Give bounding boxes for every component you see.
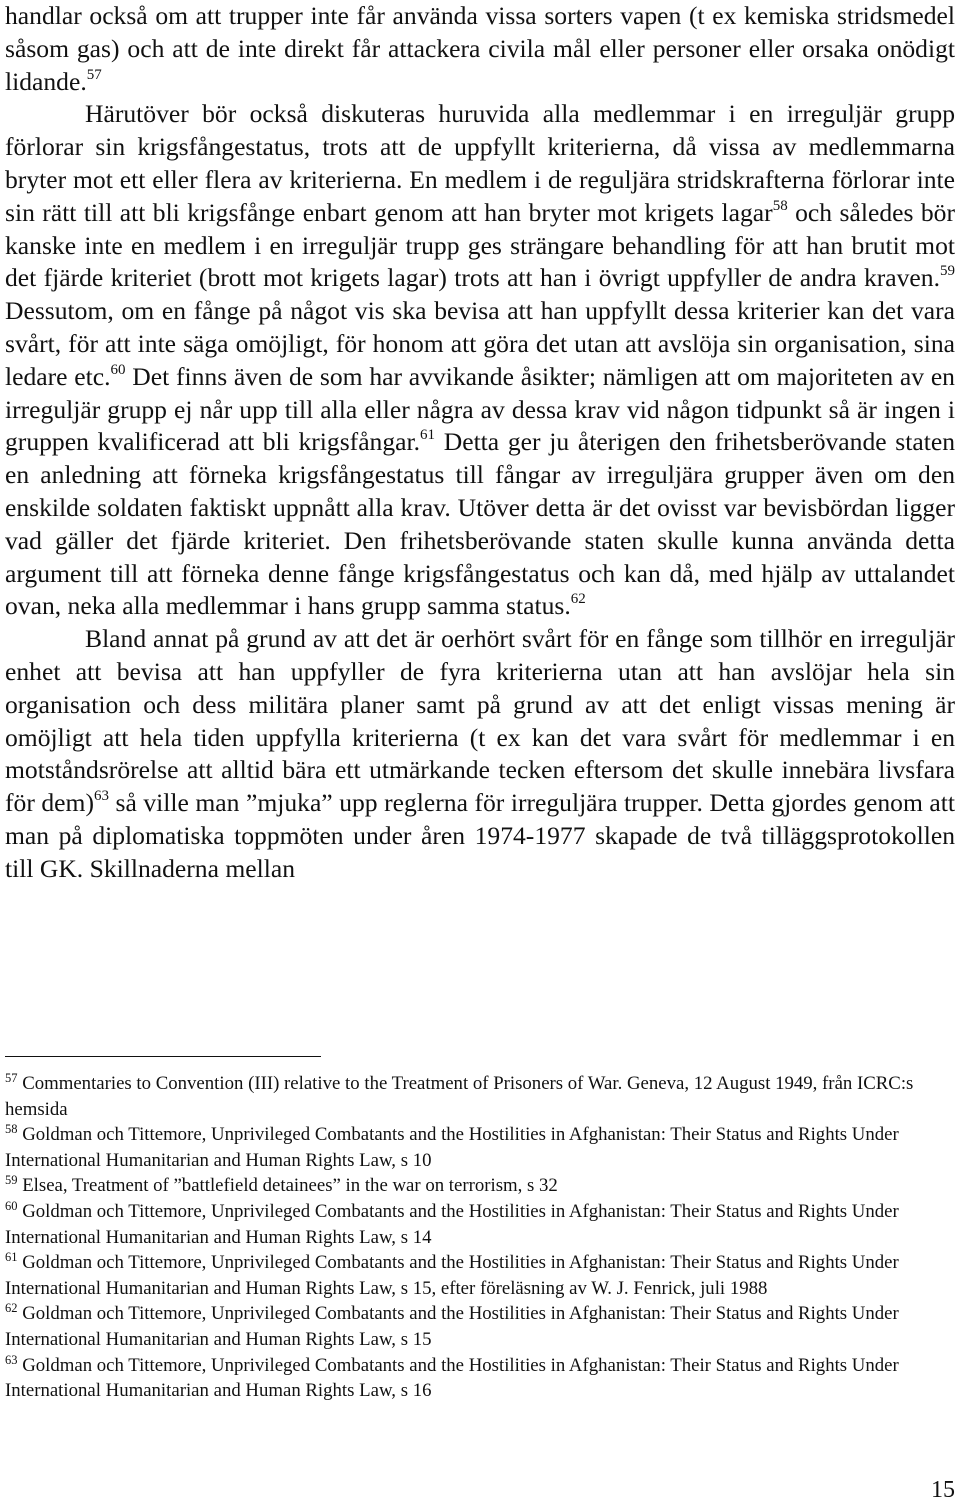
footnote-62: [5, 1301, 933, 1352]
paragraph-text: Härutöver bör också diskuteras huruvida alla medlemmar i en irreguljär grupp förlorar sin krigsfångestatus, trots att de uppfyllt kriterierna, då vissa av medlemmarna bryter mot ett eller flera av kriterierna. En medlem i de reguljära stridskrafterna förlorar inte sin rätt till att bli krigsfånge enbart genom att han bryter mot krigets lagar: [5, 99, 955, 227]
footnote-number: 59: [5, 1173, 18, 1188]
page-number: 15: [931, 1477, 955, 1503]
footnote-number: 58: [5, 1122, 18, 1137]
footnote-63: [5, 1353, 933, 1404]
paragraph-2: [5, 98, 955, 623]
footnote-61: [5, 1250, 933, 1301]
footnote-reference[interactable]: 61: [420, 427, 436, 444]
paragraph-text: Dessutom, om en fånge på något vis ska bevisa att han uppfyllt dessa kriterier kan det vara svårt, för att inte säga omöjligt, för honom att göra det utan att avslöja sin organisation, sina ledare etc.: [5, 296, 955, 391]
footnote-60: [5, 1199, 933, 1250]
paragraph-text: Detta ger ju återigen den frihetsberövande staten en anledning att förneka krigsfångestatus till fångar av irreguljära grupper även om den enskilde soldaten faktiskt uppnått alla krav. Utöver detta är det ovisst var bevisbördan ligger vad gäller det fjärde kriteriet. Den frihetsberövande staten skulle kunna använda detta argument till att förneka denne fånge krigsfångestatus och kan då, med hjälp av uttalandet ovan, neka alla medlemmar i hans grupp samma status.: [5, 427, 955, 621]
paragraph-3: [5, 623, 955, 885]
footnote-number: 63: [5, 1352, 18, 1367]
paragraph-text: Det finns även de som har avvikande åsikter; nämligen att om majoriteten av en irreguljär grupp ej når upp till alla eller några av dessa krav vid någon tidpunkt så är ingen i gruppen kvalificerad att bli krigsfångar.: [5, 361, 955, 457]
footnote-text: Goldman och Tittemore, Unprivileged Combatants and the Hostilities in Afghanistan: Their Status and Rights Under International Humanitarian and Human Rights Law, s 15, efter föreläsning av W. J. Fenrick, juli 1988: [5, 1252, 899, 1299]
footnote-text: Goldman och Tittemore, Unprivileged Combatants and the Hostilities in Afghanistan: Their Status and Rights Under International Humanitarian and Human Rights Law, s 10: [5, 1124, 899, 1171]
footnote-58: [5, 1122, 933, 1173]
footnote-59: [5, 1173, 933, 1199]
footnotes: [5, 1071, 933, 1404]
paragraph-text: handlar också om att trupper inte får använda vissa sorters vapen (t ex kemiska stridsmedel såsom gas) och att de inte direkt får attackera civila mål eller personer eller orsaka onödigt lidande.: [5, 1, 955, 96]
footnote-number: 61: [5, 1250, 18, 1265]
footnote-text: Goldman och Tittemore, Unprivileged Combatants and the Hostilities in Afghanistan: Their Status and Rights Under International Humanitarian and Human Rights Law, s 14: [5, 1200, 899, 1248]
footnote-reference[interactable]: 57: [86, 66, 102, 83]
footnote-text: Elsea, Treatment of ”battlefield detainees” in the war on terrorism, s 32: [22, 1175, 558, 1197]
footnote-separator: [5, 1056, 321, 1057]
paragraph-text: Bland annat på grund av att det är oerhört svårt för en fånge som tillhör en irreguljär enhet att bevisa att han uppfyller de fyra kriterierna utan att han avslöjar hela sin organisation och dess militära planer samt på grund av att det enligt vissas mening är omöjligt att hela tiden uppfylla kriterierna (t ex kan det vara svårt för medlemmar i en motståndsrörelse att alltid bära ett utmärkande tecken eftersom det skulle innebära livsfara för dem): [5, 624, 955, 818]
footnote-reference[interactable]: 60: [110, 361, 126, 378]
body-text: [5, 0, 955, 886]
footnote-reference[interactable]: 59: [940, 263, 955, 280]
footnote-reference[interactable]: 62: [570, 591, 586, 608]
paragraph-text: och således bör kanske inte en medlem i en irreguljär trupp ges strängare behandling för att han brutit mot det fjärde kriteriet (brott mot krigets lagar) trots att han i övrigt uppfyller de andra kraven.: [5, 197, 955, 293]
footnote-57: [5, 1071, 933, 1122]
footnote-number: 62: [5, 1301, 18, 1316]
footnote-number: 60: [5, 1198, 18, 1213]
paragraph-text: så ville man ”mjuka” upp reglerna för irreguljära trupper. Detta gjordes genom att man på diplomatiska toppmöten under åren 1974-1977 skapade de två tilläggsprotokollen till GK. Skillnaderna mellan: [5, 788, 955, 883]
footnote-text: Goldman och Tittemore, Unprivileged Combatants and the Hostilities in Afghanistan: Their Status and Rights Under International Humanitarian and Human Rights Law, s 16: [5, 1354, 899, 1402]
paragraph-1: [5, 0, 955, 98]
footnote-text: Commentaries to Convention (III) relative to the Treatment of Prisoners of War. Geneva, 12 August 1949, från ICRC:s hemsida: [5, 1073, 914, 1120]
footnote-reference[interactable]: 58: [772, 197, 788, 214]
footnote-reference[interactable]: 63: [93, 788, 109, 805]
footnote-number: 57: [5, 1071, 18, 1085]
footnote-text: Goldman och Tittemore, Unprivileged Combatants and the Hostilities in Afghanistan: Their Status and Rights Under International Humanitarian and Human Rights Law, s 15: [5, 1303, 899, 1350]
